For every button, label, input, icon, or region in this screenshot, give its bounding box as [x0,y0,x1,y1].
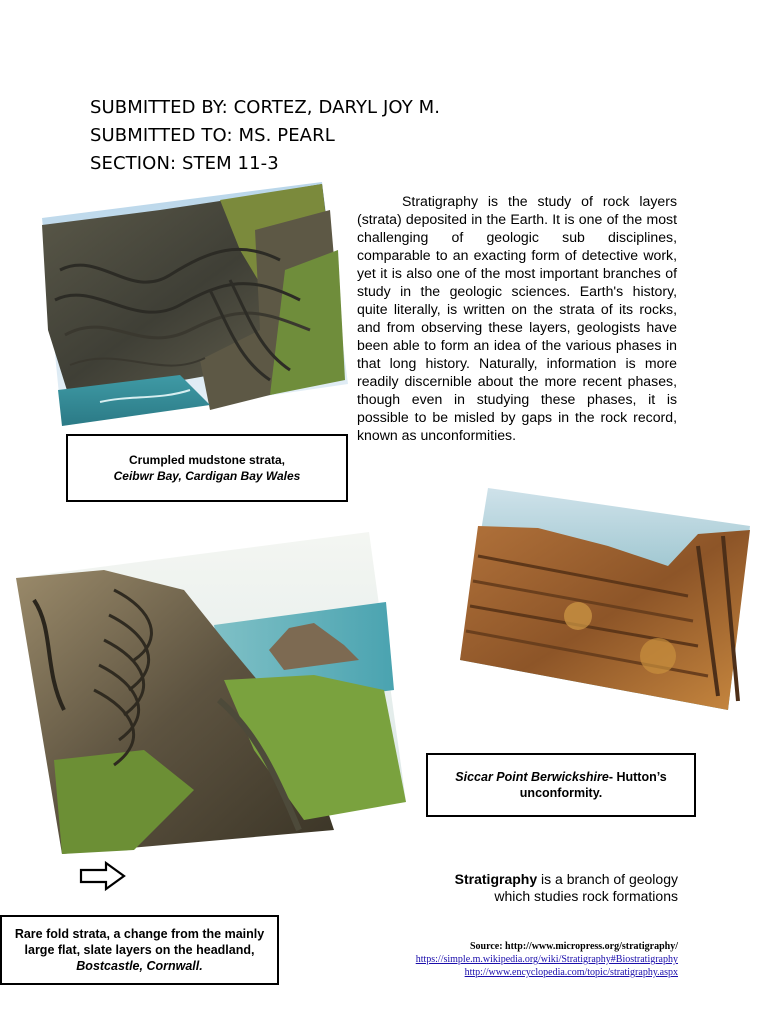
siccar-caption-line2: unconformity. [519,786,603,800]
bostcastle-caption-line3: Bostcastle, Cornwall. [76,959,203,973]
submitted-by: SUBMITTED BY: CORTEZ, DARYL JOY M. [90,97,441,118]
intro-paragraph [357,192,677,444]
tagline-line2: which studies rock formations [494,888,678,904]
siccar-caption-line1 [428,769,694,785]
bostcastle-caption [0,915,279,985]
siccar-point-photo [458,486,752,712]
tagline [420,871,678,905]
sources-block [380,940,678,979]
siccar-caption-place: Siccar Point Berwickshire [455,770,609,784]
submission-header [90,94,440,178]
source-line: Source: http://www.micropress.org/stratigraphy/ [469,941,678,952]
intro-text: Stratigraphy is the study of rock layers (strata) deposited in the Earth. It is one of the most challenging of geologic sub disciplines, comparable to an exacting form of detective work, yet it is also one of the most important branches of study in the geologic sciences. Earth's history, quite literally, is written on the strata of its rocks, and from observing these layers, geologists have been able to form an idea of the various phases in that long history. Naturally, information is more readily discernible about the more recent phases, though even in studying these phases, it is possible to be misled by gaps in the rock record, known as unconformities. [357,193,677,443]
ceibwr-bay-photo [40,180,350,430]
siccar-caption [426,753,696,817]
source-link-encyclopedia[interactable]: http://www.encyclopedia.com/topic/stratigraphy.aspx [464,967,678,978]
ceibwr-caption-line1: Crumpled mudstone strata, [128,453,286,467]
tagline-rest: is a branch of geology [537,871,678,887]
source-link-wikipedia[interactable]: https://simple.m.wikipedia.org/wiki/Stratigraphy#Biostratigraphy [415,954,678,965]
siccar-caption-rest: - Hutton’s [608,770,667,784]
tagline-term: Stratigraphy [454,871,538,887]
ceibwr-caption [66,434,348,502]
bostcastle-caption-line2: large flat, slate layers on the headland, [24,943,255,957]
right-arrow-icon [78,860,128,892]
tagline-line1 [420,871,678,888]
section-label: SECTION: STEM 11-3 [90,153,279,174]
submitted-to: SUBMITTED TO: MS. PEARL [90,125,335,146]
bostcastle-caption-line1: Rare fold strata, a change from the mainly [14,927,265,941]
bostcastle-photo [14,530,408,856]
ceibwr-caption-line2: Ceibwr Bay, Cardigan Bay Wales [113,469,301,483]
